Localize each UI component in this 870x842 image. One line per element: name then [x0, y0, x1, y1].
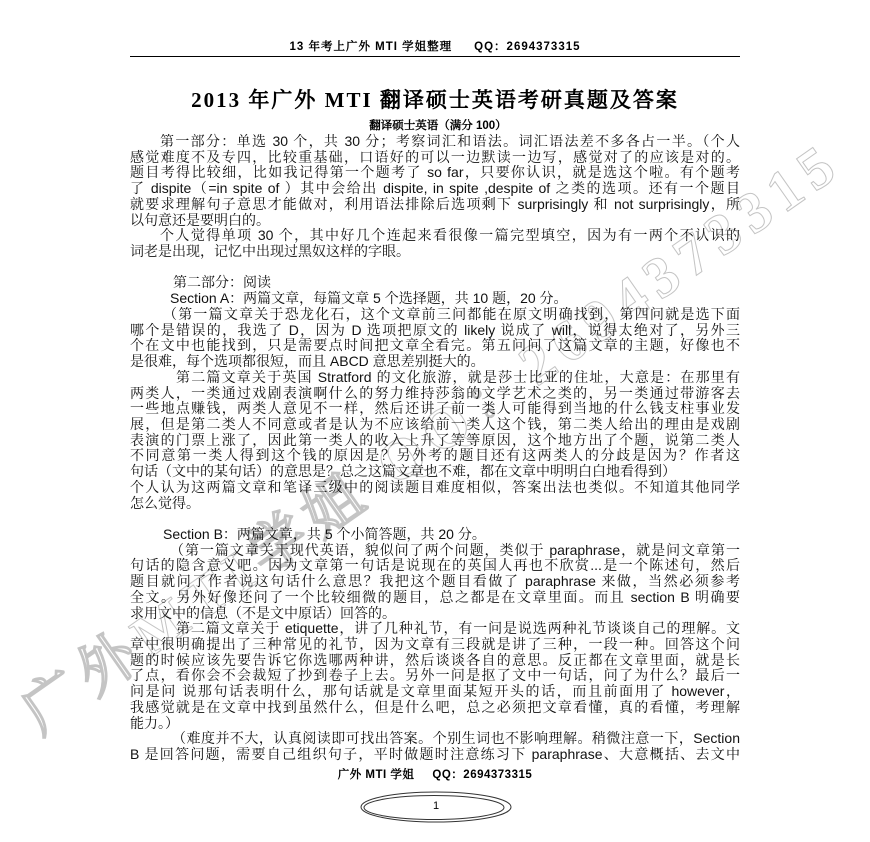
text-line: 以句意还是要明白的。	[130, 211, 270, 228]
page-number: 1	[432, 800, 440, 812]
section-b-article2-paragraph	[130, 621, 740, 731]
text-line: 两类人，一类通过戏剧表演啊什么的努力维持莎翁的文学艺术之类的，另一类通过带游客去	[130, 384, 740, 401]
paragraph-spacer	[130, 260, 740, 276]
text-line: 求用文中的信息（不是文中原话）回答的。	[130, 604, 396, 621]
text-line: 句话的隐含意义吧。因为文章第一句话是说现在的英国人再也不欣赏...是一个陈述句，然后	[130, 557, 740, 574]
text-line: 词老是出现，记忆中出现过黑奴这样的字眼。	[130, 243, 410, 260]
text-line: 个人觉得单项 30 个，其中好几个连起来看很像一篇完型填空，因为有一两个不认识的	[160, 227, 740, 244]
section-b-heading: Section B：两篇文章，共 5 个小简答题，共 20 分。	[163, 525, 486, 542]
page-header	[130, 39, 740, 55]
part2-heading: 第二部分：阅读	[173, 274, 271, 291]
text-line: 了点，看你会不会裁短了抄到卷子上去。另外一问是抠了文中一句话，问了为什么？最后一	[130, 667, 740, 684]
text-line: 我感觉就是在文章中找到虽然什么，但是什么吧，总之必须把文章看懂，真的看懂，考理解	[130, 698, 740, 715]
text-line: 题的时候应该先要告诉它你选哪两种讲，然后谈谈各自的意思。反正都在文章里面，就是长	[130, 651, 740, 668]
section-a-article2-paragraph	[130, 370, 740, 480]
text-line: 感觉难度不及专四，比较重基础，口语好的可以一边默读一边写，感觉对了的应该是对的。	[130, 148, 740, 165]
text-line: 第二篇文章关于 etiquette，讲了几种礼节，有一问是说选两种礼节谈谈自己的理解。文	[176, 620, 740, 637]
text-line: （第一篇文章关于恐龙化石，这个文章前三问都能在原文明确找到，第四问就是选下面	[163, 305, 740, 322]
text-line: 就要求理解句子意思才能做对，利用语法排除后选项剩下 surprisingly 和 not surprisingly，所	[130, 195, 740, 212]
page-footer	[130, 767, 740, 783]
text-line: 不同意第一类人得到这个钱的原因是？另外考的题目还有这两类人的分歧是因为？作者这	[130, 447, 740, 464]
text-line: 第二篇文章关于英国 Stratford 的文化旅游，就是莎士比亚的住址，大意是：在那里有	[176, 368, 740, 385]
watermark-text: 广外MTI学姐 QQ：2694373315	[10, 133, 847, 746]
text-line: 是很难，每个选项都很短，而且 ABCD 意思差别挺大的。	[130, 353, 485, 370]
text-line: 问是问 说那句话表明什么，那句话就是文章里面某短开头的话，而且前面用了 however，	[130, 683, 740, 700]
text-line: B 是回答问题，需要自己组织句子，平时做题时注意练习下 paraphrase、大意概括、去文中	[130, 746, 740, 763]
page-subtitle: 翻译硕士英语（满分 100）	[369, 120, 507, 132]
text-line: 一些地点赚钱，两类人意见不一样，然后还讲了前一类人可能得到当地的什么钱支柱事业发	[130, 400, 740, 417]
header-rule	[130, 56, 740, 57]
text-line: 哪个是错误的，我选了 D，因为 D 选项把原文的 likely 说成了 will，说得太绝对了，另外三	[130, 321, 740, 338]
text-line: 表演的门票上涨了，因此第一类人的收入上升了等等原因，这个地方出了个题，说第二类人	[130, 431, 740, 448]
text-line: 能力。）	[130, 714, 179, 731]
paragraph-spacer	[130, 511, 740, 527]
section-b-comment-paragraph	[130, 731, 740, 762]
header-source: 13 年考上广外 MTI 学姐整理	[289, 41, 453, 53]
text-line: （难度并不大，认真阅读即可找出答案。个别生词也不影响理解。稍微注意一下，Section	[172, 730, 740, 747]
section-a-comment-paragraph	[130, 480, 740, 511]
text-line: 展，但是第二类人不同意或者是认为不应该给前一类人这个钱，第二类人给出的理由是戏剧	[130, 415, 740, 432]
text-line: 句话（文中的某句话）的意思是？总之这篇文章也不难，都在文章中明明白白地看得到）	[130, 463, 676, 480]
page-title: 2013 年广外 MTI 翻译硕士英语考研真题及答案	[191, 88, 679, 112]
section-a-article1-paragraph	[130, 307, 740, 370]
section-a-heading: Section A：两篇文章，每篇文章 5 个选择题，共 10 题，20 分。	[170, 290, 568, 307]
text-line: 题目就问了作者说这句话什么意思？我把这个题目看做了 paraphrase 来做，当然必须参考	[130, 573, 740, 590]
part1-note-paragraph	[130, 228, 740, 259]
text-line: 了 dispite（=in spite of ）其中会给出 dispite, in spite ,despite of 之类的选项。还有一个题目	[130, 180, 740, 197]
text-line: 第一部分：单选 30 个，共 30 分；考察词汇和语法。词汇语法差不多各占一半。（个人	[160, 133, 740, 149]
text-line: 章中很明确提出了三种常见的礼节，因为文章有三段就是讲了三种，一段一种。回答这个问	[130, 636, 740, 652]
text-line: 怎么觉得。	[130, 494, 200, 511]
header-contact: QQ：2694373315	[474, 41, 581, 53]
part1-paragraph	[130, 134, 740, 228]
text-line: 个人认为这两篇文章和笔译三级中的阅读题目难度相似，答案出法也类似。不知道其他同学	[130, 478, 740, 495]
text-line: （第一篇文章关于现代英语，貌似问了两个问题，类似于 paraphrase，就是问文章第一	[170, 541, 740, 558]
section-b-article1-paragraph	[130, 543, 740, 622]
document-body	[130, 134, 740, 763]
text-line: 题目考得比较细，比如我记得第一个题考了 so far，只要你认识，就是选这个啦。有个题考	[130, 164, 740, 181]
text-line: 个在文中也能找到，只是需要点时间把文章全看完。第五问问了这篇文章的主题，好像也不	[130, 337, 740, 354]
text-line: 全文。另外好像还问了一个比较细微的题目，总之都是在文章里面。而且 section B 明确要	[130, 588, 740, 605]
footer-contact: QQ：2694373315	[432, 769, 533, 781]
footer-source: 广外 MTI 学姐	[337, 769, 415, 781]
